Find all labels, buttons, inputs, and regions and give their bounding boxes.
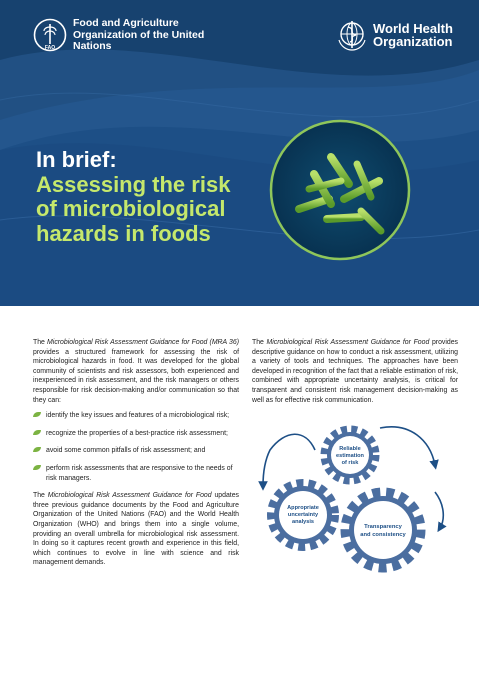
left-column bbox=[33, 338, 239, 574]
svg-text:and consistency: and consistency bbox=[360, 532, 406, 538]
leaf-bullet-icon bbox=[33, 465, 41, 470]
fao-mark-text: FAO bbox=[44, 45, 56, 52]
leaf-bullet-icon bbox=[33, 430, 41, 435]
right-column bbox=[252, 338, 458, 411]
bacteria-image bbox=[269, 119, 411, 261]
fao-emblem-icon bbox=[33, 18, 67, 52]
header-banner bbox=[0, 0, 479, 306]
gear-uncertainty-analysis bbox=[271, 483, 335, 547]
svg-text:Reliable: Reliable bbox=[339, 446, 361, 452]
svg-text:Appropriate: Appropriate bbox=[287, 505, 319, 511]
list-item: perform risk assessments that are responsive to the needs of risk managers. bbox=[33, 464, 239, 483]
fao-name: Food and Agriculture Organization of the United Nations bbox=[73, 17, 205, 52]
list-item: identify the key issues and features of a microbiological risk; bbox=[33, 411, 239, 421]
title-line-1: In brief: bbox=[36, 147, 117, 172]
who-emblem-icon bbox=[335, 18, 369, 52]
title-line-4: hazards in foods bbox=[36, 220, 211, 246]
list-item: recognize the properties of a best-practice risk assessment; bbox=[33, 429, 239, 439]
svg-text:estimation: estimation bbox=[336, 453, 364, 459]
svg-text:of risk: of risk bbox=[341, 460, 359, 466]
intro-paragraph: The Microbiological Risk Assessment Guidance for Food (MRA 36) provides a structured framework for assessing the risk of microbiological hazards in food. It was developed for the global community of scientists and risk assessors, both experienced and inexperienced in risk assessment, and the risk managers or others responsible for risk decision-making and/or communication so that they can: bbox=[33, 339, 239, 404]
title-line-3: of microbiological bbox=[36, 196, 226, 221]
arrow-top-right-icon bbox=[380, 427, 435, 465]
update-paragraph: The Microbiological Risk Assessment Guidance for Food updates three previous guidance documents by the Food and Agriculture Organization of the United Nations (FAO) and the World Health Organization (WHO) and brings them into a single volume, providing an overall umbrella for microbiological risk assessment. In doing so it captures recent growth and experience in this field, which continues to evolve in line with science and risk management demands. bbox=[33, 492, 239, 567]
guidance-title: Microbiological Risk Assessment Guidance for Food bbox=[266, 339, 430, 346]
capabilities-list bbox=[33, 411, 239, 483]
gear-transparency bbox=[345, 492, 421, 568]
guidance-paragraph: The Microbiological Risk Assessment Guidance for Food provides descriptive guidance on how to conduct a risk assessment, utilizing a variety of tools and techniques. The approaches have been developed in recognition of the fact that a reliable estimation of risk, combined with appropriate uncertainty analysis, is critical for transparent and consistent risk management decision-making as well as for effective risk communication. bbox=[252, 339, 458, 404]
intro-title: Microbiological Risk Assessment Guidance for Food (MRA 36) bbox=[47, 339, 239, 346]
update-text: updates three previous guidance documents by the Food and Agriculture Organization of the United Nations (FAO) and the World Health Organization (WHO) and brings them into a single volume, providing an overall umbrella for microbiological risk assessment. In doing so it captures recent growth and experience in this field, which continues to evolve in line with science and risk management demands. bbox=[33, 492, 239, 567]
update-title: Microbiological Risk Assessment Guidance for Food bbox=[47, 492, 212, 500]
svg-text:analysis: analysis bbox=[291, 519, 315, 525]
leaf-bullet-icon bbox=[33, 412, 41, 417]
arrow-right-icon bbox=[435, 492, 443, 528]
guidance-text: provides descriptive guidance on how to conduct a risk assessment, utilizing a variety of tools and techniques. The approaches have been developed in recognition of the fact that a reliable estimation of risk, combined with appropriate uncertainty analysis, is critical for transparent and consistent risk management decision-making as well as for effective risk communication. bbox=[252, 339, 458, 404]
who-logo bbox=[335, 18, 473, 52]
gear-diagram bbox=[255, 420, 455, 580]
fao-logo bbox=[33, 18, 213, 53]
page-title bbox=[36, 148, 230, 246]
list-item: avoid some common pitfalls of risk assessment; and bbox=[33, 446, 239, 456]
svg-text:Transparency: Transparency bbox=[364, 524, 402, 530]
svg-text:uncertainty: uncertainty bbox=[287, 512, 319, 518]
intro-text: provides a structured framework for assessing the risk of microbiological hazards in food. It was developed for the global community of scientists and risk assessors, both experienced and inexperienced in risk assessment, and the risk managers or others responsible for risk decision-making and/or communication so that they can: bbox=[33, 348, 239, 404]
arrow-left-icon bbox=[263, 434, 315, 486]
who-name: World Health Organization bbox=[373, 21, 453, 49]
gear-reliable-estimation bbox=[324, 429, 376, 481]
title-line-2: Assessing the risk bbox=[36, 171, 231, 197]
logo-row bbox=[0, 18, 479, 58]
leaf-bullet-icon bbox=[33, 447, 41, 452]
